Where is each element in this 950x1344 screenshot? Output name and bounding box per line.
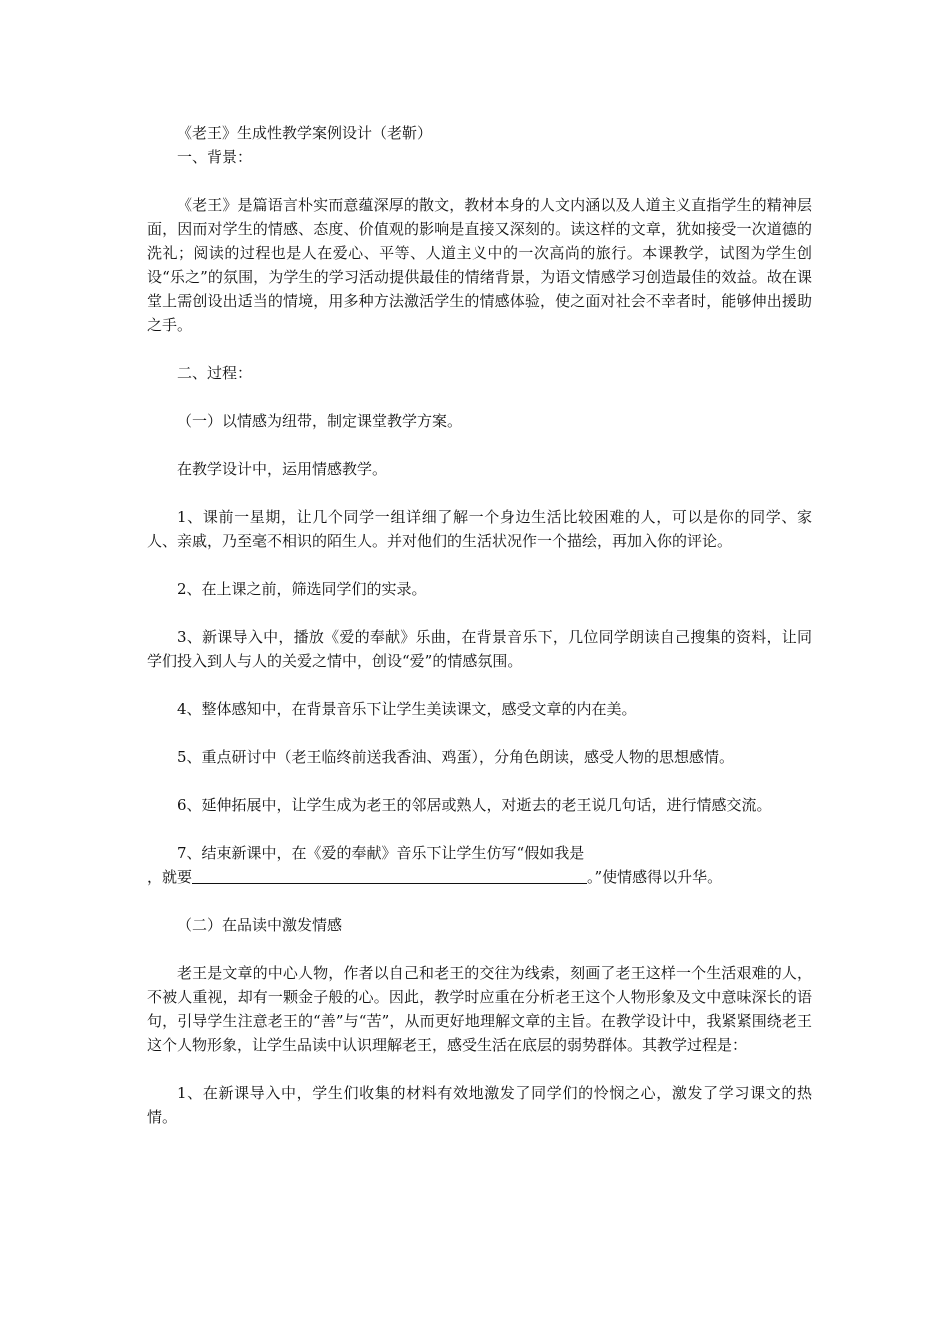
step7-suffix: 。”使情感得以升华。 [587, 868, 723, 886]
list-item: 6、延伸拓展中，让学生成为老王的邻居或熟人，对逝去的老王说几句话，进行情感交流。 [177, 796, 772, 814]
background-paragraph: 《老王》是篇语言朴实而意蕴深厚的散文，教材本身的人文内涵以及人道主义直指学生的精神层面，因而对学生的情感、态度、价值观的影响是直接又深刻的。读这样的文章，犹如接受一次道德的洗礼；阅读的过程也是人在爱心、平等、人道主义中的一次高尚的旅行。本课教学，试图为学生创设“乐之”的氛围，为学生的学习活动提供最佳的情绪背景，为语文情感学习创造最佳的效益。故在课堂上需创设出适当的情境，用多种方法激活学生的情感体验，使之面对社会不幸者时，能够伸出援助之手。 [147, 196, 812, 334]
list-item: 1、在新课导入中，学生们收集的材料有效地激发了同学们的怜悯之心，激发了学习课文的热情。 [147, 1084, 812, 1126]
step7-line2 [147, 865, 812, 889]
section-heading-background: 一、背景： [177, 148, 253, 166]
subsection-heading-1: （一）以情感为纽带，制定课堂教学方案。 [177, 412, 463, 430]
subsection-paragraph: 老王是文章的中心人物，作者以自己和老王的交往为线索，刻画了老王这样一个生活艰难的人，不被人重视，却有一颗金子般的心。因此，教学时应重在分析老王这个人物形象及文中意味深长的语句，引导学生注意老王的“善”与“苦”，从而更好地理解文章的主旨。在教学设计中，我紧紧围绕老王这个人物形象，让学生品读中认识理解老王，感受生活在底层的弱势群体。其教学过程是： [147, 964, 812, 1054]
document-body [147, 121, 812, 1129]
list-item: 1、课前一星期，让几个同学一组详细了解一个身边生活比较困难的人，可以是你的同学、家人、亲戚，乃至毫不相识的陌生人。并对他们的生活状况作一个描绘，再加入你的评论。 [147, 508, 812, 550]
section-heading-process: 二、过程： [177, 364, 253, 382]
list-item: 4、整体感知中，在背景音乐下让学生美读课文，感受文章的内在美。 [177, 700, 637, 718]
subsection-heading-2: （二）在品读中激发情感 [177, 916, 343, 934]
subsection-intro: 在教学设计中，运用情感教学。 [177, 460, 388, 478]
list-item-step7 [147, 841, 812, 889]
step7-line1: 7、结束新课中，在《爱的奉献》音乐下让学生仿写“假如我是 [177, 844, 585, 862]
document-title: 《老王》生成性教学案例设计（老靳） [177, 124, 433, 142]
step7-prefix: ，就要 [147, 868, 193, 886]
list-item: 3、新课导入中，播放《爱的奉献》乐曲，在背景音乐下，几位同学朗读自己搜集的资料，让同学们投入到人与人的关爱之情中，创设“爱”的情感氛围。 [147, 628, 812, 670]
list-item: 2、在上课之前，筛选同学们的实录。 [177, 580, 427, 598]
list-item: 5、重点研讨中（老王临终前送我香油、鸡蛋），分角色朗读，感受人物的思想感情。 [177, 748, 735, 766]
fill-in-blank [192, 867, 587, 884]
